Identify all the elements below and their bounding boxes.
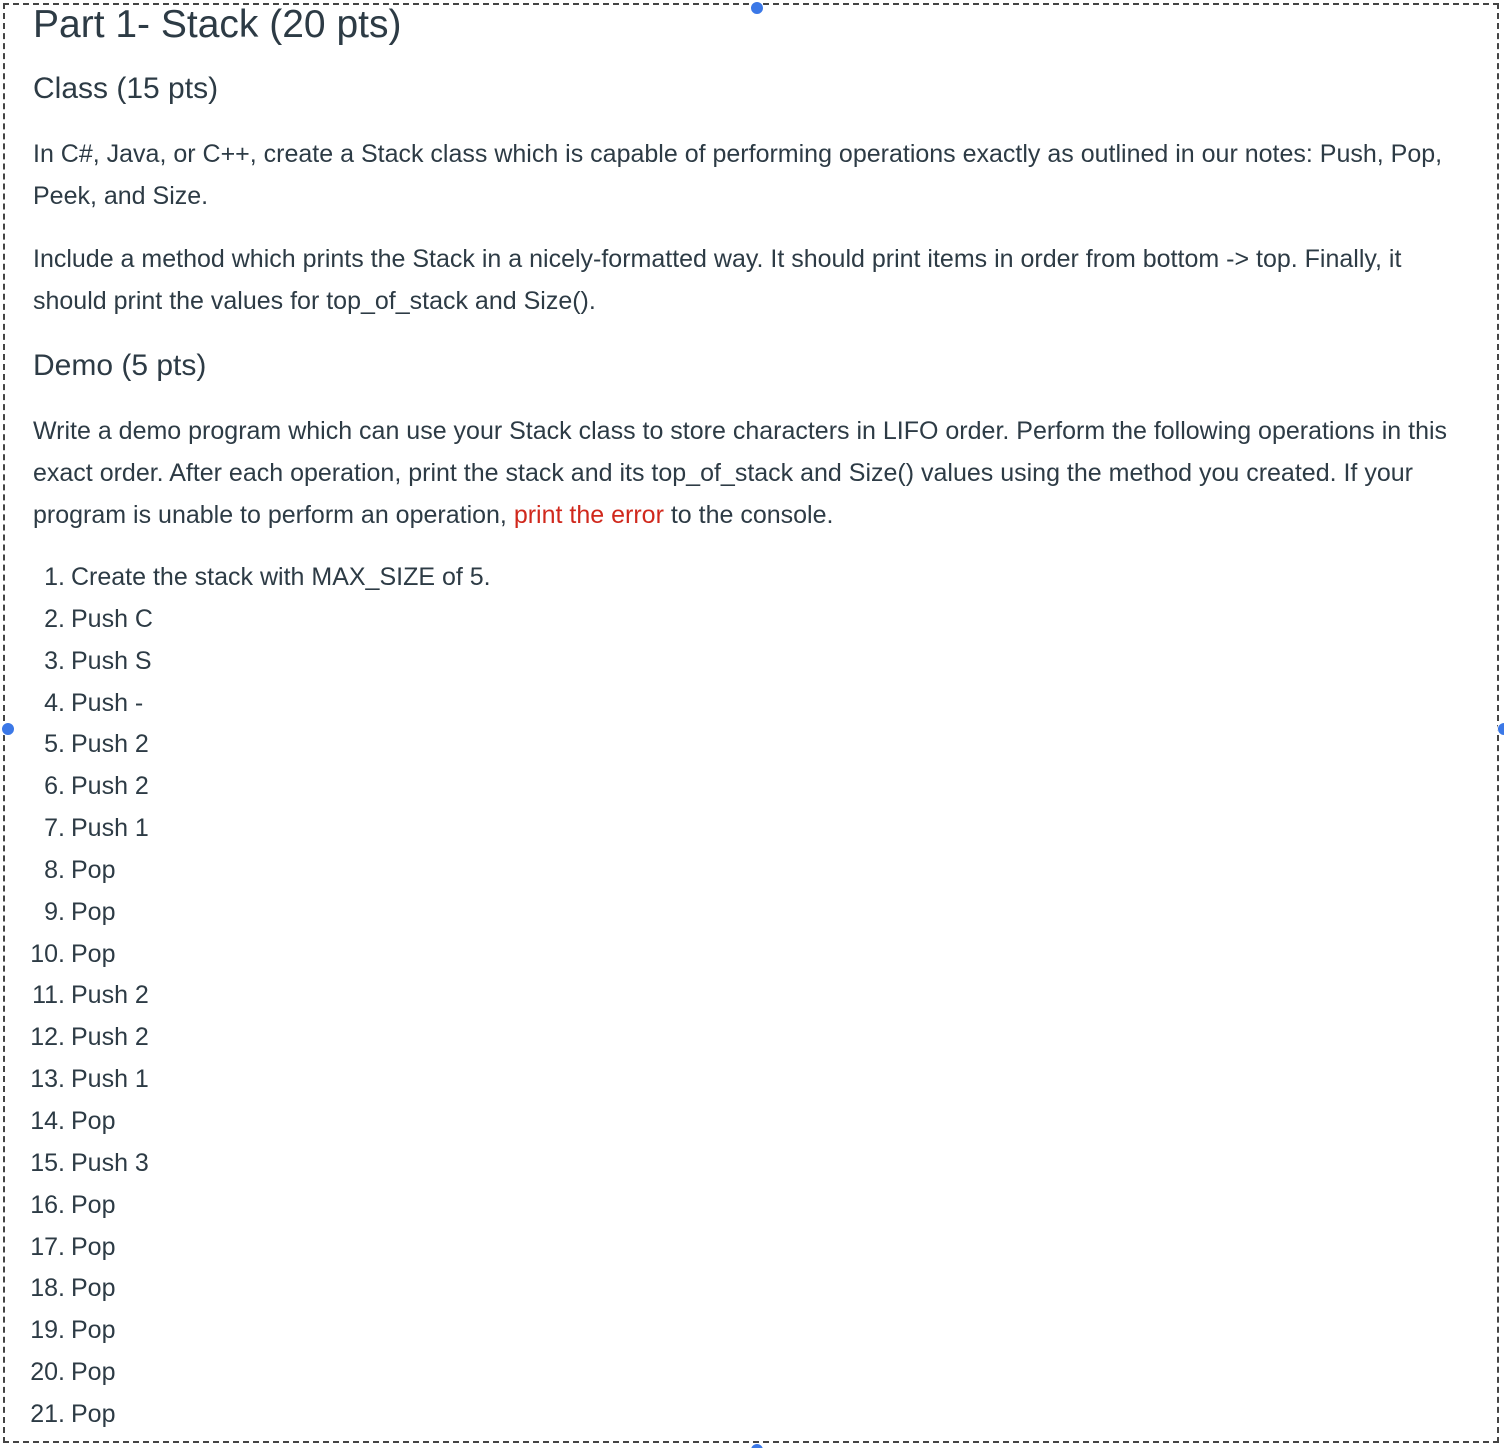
list-item-number: 21. bbox=[30, 1399, 65, 1428]
list-item-number: 11. bbox=[32, 981, 65, 1010]
list-item-text: Push 2 bbox=[71, 730, 149, 759]
list-item-text: Pop bbox=[71, 1316, 116, 1345]
list-item-number: 9. bbox=[44, 897, 65, 926]
list-item bbox=[33, 766, 491, 808]
list-item-number: 13. bbox=[30, 1065, 65, 1094]
list-item-number: 10. bbox=[30, 939, 65, 968]
class-heading: Class (15 pts) bbox=[33, 72, 219, 105]
resize-handle-right[interactable] bbox=[1497, 722, 1504, 736]
list-item bbox=[30, 1017, 491, 1059]
list-item-number: 1. bbox=[44, 563, 65, 591]
list-item-text: Push 3 bbox=[71, 1148, 149, 1177]
list-item bbox=[33, 557, 491, 599]
list-item bbox=[30, 1310, 491, 1352]
list-item bbox=[30, 1143, 491, 1185]
demo-paragraph bbox=[33, 410, 1473, 536]
list-item bbox=[33, 641, 491, 683]
list-item-number: 3. bbox=[44, 646, 65, 675]
list-item-number: 14. bbox=[30, 1106, 65, 1135]
list-item bbox=[30, 934, 491, 976]
list-item bbox=[33, 599, 491, 641]
demo-heading: Demo (5 pts) bbox=[33, 349, 207, 382]
list-item bbox=[33, 724, 491, 766]
list-item bbox=[30, 1268, 491, 1310]
list-item bbox=[33, 683, 491, 725]
list-item-text: Pop bbox=[71, 1399, 116, 1428]
list-item bbox=[30, 1101, 491, 1143]
class-paragraph-1: In C#, Java, or C++, create a Stack class which is capable of performing operations exactly as outlined in our notes: Push, Pop, Peek, and Size. bbox=[33, 140, 1443, 210]
list-item-text: Pop bbox=[71, 939, 116, 968]
list-item-text: Pop bbox=[71, 897, 116, 926]
list-item-number: 2. bbox=[44, 604, 65, 633]
list-item bbox=[30, 1185, 491, 1227]
demo-paragraph-text: Write a demo program which can use your Stack class to store characters in LIFO order. Perform the following operations in this exact order. After each operation, print the stack and its top_of_stack and Size() values using the method you created. If your program is unable to perform an operation, bbox=[33, 417, 1448, 529]
list-item-number: 7. bbox=[44, 814, 65, 843]
list-item-text: Push 1 bbox=[71, 814, 149, 843]
list-item bbox=[30, 1394, 491, 1436]
list-item-number: 15. bbox=[30, 1148, 65, 1177]
list-item bbox=[30, 1227, 491, 1269]
list-item bbox=[33, 850, 491, 892]
resize-handle-bottom[interactable] bbox=[750, 1443, 764, 1448]
list-item-number: 19. bbox=[30, 1316, 65, 1345]
list-item-text: Push 2 bbox=[71, 1023, 149, 1052]
list-item-number: 8. bbox=[44, 855, 65, 884]
list-item-number: 16. bbox=[30, 1190, 65, 1219]
list-item-text: Pop bbox=[71, 1358, 116, 1387]
list-item-text: Pop bbox=[71, 1232, 116, 1261]
list-item-text: Push 2 bbox=[71, 981, 149, 1010]
list-item-text: Pop bbox=[71, 1274, 116, 1303]
resize-handle-top[interactable] bbox=[750, 1, 764, 15]
list-item-number: 6. bbox=[44, 772, 65, 801]
error-highlight-text: print the error bbox=[513, 501, 664, 529]
list-item bbox=[33, 975, 491, 1017]
list-item-text: Create the stack with MAX_SIZE of 5. bbox=[71, 563, 491, 591]
list-item-text: Pop bbox=[71, 855, 116, 884]
list-item-number: 5. bbox=[44, 730, 65, 759]
part-title: Part 1- Stack (20 pts) bbox=[33, 3, 402, 46]
list-item bbox=[33, 892, 491, 934]
list-item-text: Push S bbox=[71, 646, 152, 675]
demo-paragraph-tail: to the console. bbox=[663, 501, 834, 529]
list-item-number: 20. bbox=[30, 1358, 65, 1387]
list-item bbox=[30, 1059, 491, 1101]
operations-list bbox=[30, 557, 491, 1436]
list-item-number: 18. bbox=[30, 1274, 65, 1303]
resize-handle-left[interactable] bbox=[1, 722, 15, 736]
list-item-text: Pop bbox=[71, 1190, 116, 1219]
list-item bbox=[33, 808, 491, 850]
list-item-text: Push C bbox=[71, 604, 153, 633]
list-item-text: Push - bbox=[71, 688, 144, 717]
list-item-number: 12. bbox=[30, 1023, 65, 1052]
list-item-text: Pop bbox=[71, 1106, 116, 1135]
class-paragraph-2: Include a method which prints the Stack in a nicely-formatted way. It should print items in order from bottom -> top. Finally, it should print the values for top_of_stack and Size(). bbox=[33, 245, 1402, 315]
list-item-text: Push 1 bbox=[71, 1065, 149, 1094]
list-item-text: Push 2 bbox=[71, 772, 149, 801]
list-item-number: 4. bbox=[44, 688, 65, 717]
list-item bbox=[30, 1352, 491, 1394]
list-item-number: 17. bbox=[30, 1232, 65, 1261]
